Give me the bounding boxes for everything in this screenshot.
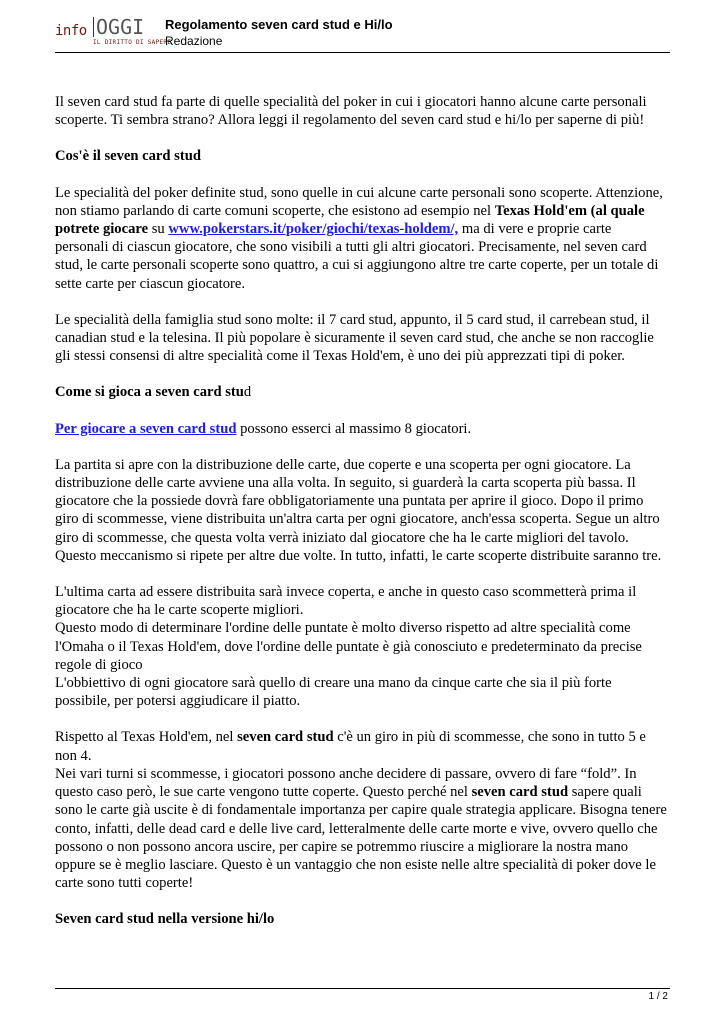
footer-divider	[55, 988, 670, 989]
paragraph-fold	[55, 765, 667, 892]
text-run: Nei vari turni si scommesse, i giocatori possono anche decidere di passare, ovvero di fare “fold”. In questo caso però, le sue carte vengono tutte coperte. Questo perché nel	[55, 765, 637, 801]
text-run: Le specialità del poker definite stud, sono quelle in cui alcune carte personali sono scoperte. Attenzione, non stiamo parlando di carte comuni scoperte, che esistono ad esempio nel	[55, 184, 663, 219]
text-run: c'è un giro in più di scommesse, che sono in tutto 5 e non 4.	[55, 729, 646, 764]
text-run: ma di vere e proprie carte personali di ciascun giocatore, che sono visibili a tutti gli altri giocatori. Precisamente, nel seven card stud, le carte personali scoperte sono quattro, a cui si aggiungono altre tre carte coperte, per un totale di sette carte per ciascun giocatore.	[55, 221, 659, 292]
logo-oggi-text: OGGI	[93, 17, 144, 37]
play-seven-card-stud-link[interactable]: Per giocare a seven card stud	[55, 420, 237, 437]
bold-seven-card-stud: seven card stud	[471, 784, 569, 801]
logo-tagline: IL DIRITTO DI SAPERE	[93, 39, 172, 46]
section-heading-how-to-play	[55, 383, 667, 401]
page-header	[55, 14, 670, 54]
text-run: sapere quali sono le carte già uscite è di fondamentale importanza per capire quale strategia applicare. Bisogna tenere conto, infatti, delle dead card e delle live card, letteralmente delle carte morte e vive, ovvero quello che possono o non possono ancora uscire, per capire se potremmo riuscire a migliorare la nostra mano oppure se è meglio lasciare. Questo è un vantaggio che non esiste nelle altre specialità di poker dove le carte sono tutti coperte!	[55, 784, 667, 892]
infooggi-logo[interactable]	[55, 15, 172, 47]
paragraph-players	[55, 420, 667, 438]
bold-texas-holdem: Texas Hold'em (al quale potrete giocare	[55, 202, 645, 238]
paragraph-stud-definition	[55, 184, 667, 293]
paragraph-stud-family: Le specialità della famiglia stud sono molte: il 7 card stud, appunto, il 5 card stud, il carrebean stud, il canadian stud e la telesina. Il più popolare è sicuramente il seven card stud, che anche se non raccoglie gli stessi consensi di altre specialità come il Texas Hold'em, è uno dei più apprezzati tipi di poker.	[55, 311, 654, 365]
bold-seven-card-stud: seven card stud	[237, 729, 334, 746]
heading-bold-part: Come si gioca a seven card stu	[55, 384, 244, 401]
paragraph-objective: L'obbiettivo di ogni giocatore sarà quello di creare una mano da cinque carte che sia il più forte possibile, per potersi aggiudicare il piatto.	[55, 675, 612, 710]
section-heading-what-is: Cos'è il seven card stud	[55, 148, 201, 165]
paragraph-dealing: La partita si apre con la distribuzione delle carte, due coperte e una scoperta per ogni giocatore. La distribuzione delle carte avviene una alla volta. In seguito, si guarderà la carta scoperta più bassa. Il giocatore che la possiede dovrà fare obbligatoriamente una puntata per aprire il gioco. Dopo il primo giro di scommesse, viene distribuita un'altra carta per ogni giocatore, anch'essa scoperta. Segue un altro giro di scommesse, che questa volta verrà iniziato dal giocatore che ha le carte migliori del tavolo. Questo meccanismo si ripete per altre due volte. In tutto, infatti, le carte scoperte distribuite saranno tre.	[55, 456, 662, 564]
section-heading-hi-lo: Seven card stud nella versione hi/lo	[55, 911, 275, 928]
intro-paragraph: Il seven card stud fa parte di quelle specialità del poker in cui i giocatori hanno alcune carte personali scoperte. Ti sembra strano? Allora leggi il regolamento del seven card stud e hi/lo per saperne di più!	[55, 94, 647, 129]
logo-info-text: info	[55, 23, 87, 39]
text-run: Rispetto al Texas Hold'em, nel	[55, 729, 238, 746]
text-run: su	[148, 221, 169, 238]
document-author: Redazione	[165, 34, 223, 48]
page-number: 1 / 2	[648, 991, 668, 1002]
header-divider	[55, 52, 670, 53]
article-body	[55, 93, 667, 947]
text-run: possono esserci al massimo 8 giocatori.	[236, 420, 472, 437]
heading-regular-part: d	[243, 384, 252, 401]
paragraph-last-card: L'ultima carta ad essere distribuita sarà invece coperta, e anche in questo caso scommetterà prima il giocatore che ha le carte scoperte migliori.	[55, 584, 637, 619]
document-title: Regolamento seven card stud e Hi/lo	[165, 17, 393, 32]
pokerstars-link[interactable]: www.pokerstars.it/poker/giochi/texas-holdem/,	[168, 221, 459, 238]
paragraph-betting-rounds	[55, 728, 667, 764]
paragraph-betting-order: Questo modo di determinare l'ordine delle puntate è molto diverso rispetto ad altre specialità come l'Omaha o il Texas Hold'em, dove l'ordine delle puntate è già conosciuto e predeterminato da precise regole di gioco	[55, 620, 642, 673]
